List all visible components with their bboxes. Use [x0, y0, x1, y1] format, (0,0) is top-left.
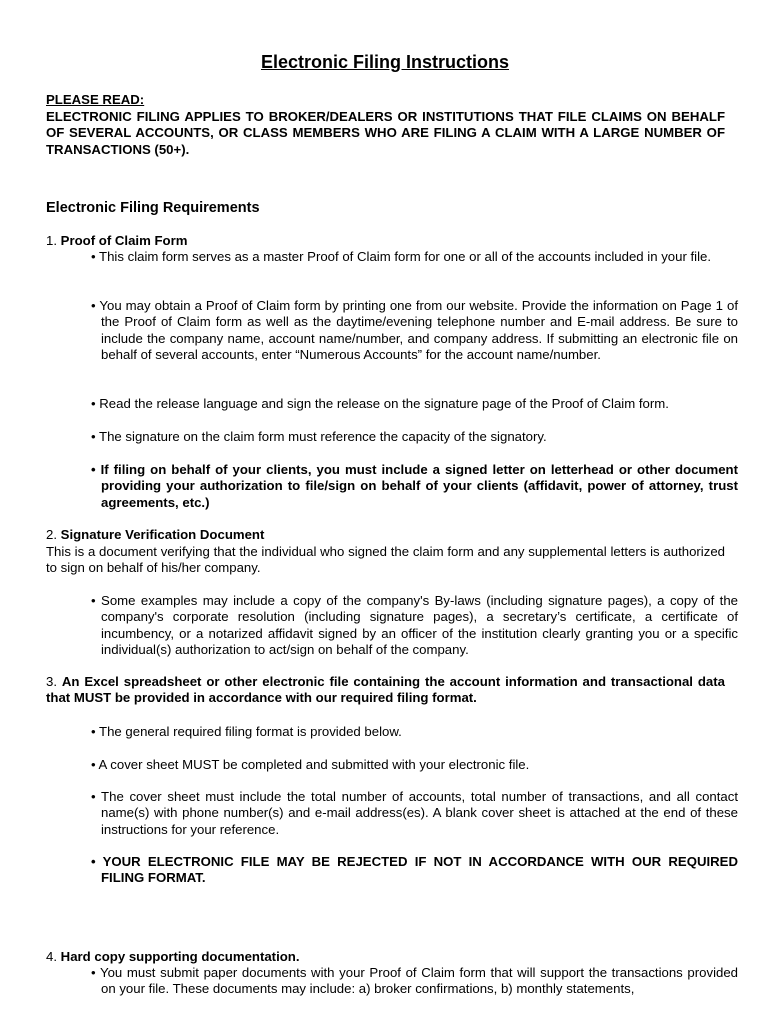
section-1-bullet-3: • Read the release language and sign the release on the signature page of the Proof of Claim form. [91, 396, 669, 411]
section-1-heading: 1. Proof of Claim Form [46, 233, 188, 248]
section-1-bullet-4: • The signature on the claim form must reference the capacity of the signatory. [91, 429, 547, 444]
notice-label: PLEASE READ: [46, 92, 145, 107]
requirements-heading: Electronic Filing Requirements [46, 200, 260, 216]
section-3-bullet-4: • YOUR ELECTRONIC FILE MAY BE REJECTED IF NOT IN ACCORDANCE WITH OUR REQUIRED FILING FORMAT. [91, 854, 738, 886]
page-title: Electronic Filing Instructions [260, 52, 510, 72]
section-2-description: This is a document verifying that the individual who signed the claim form and any supplemental letters is authorized to sign on behalf of his/her company. [46, 544, 725, 576]
section-3-bullet-2: • A cover sheet MUST be completed and submitted with your electronic file. [91, 757, 530, 772]
section-3-bullet-3: • The cover sheet must include the total number of accounts, total number of transactions, and all contact name(s) with phone number(s) and e-mail address(es). A blank cover sheet is attached at the end of these instructions for your reference. [91, 789, 738, 837]
section-4-bullet-1: • You must submit paper documents with your Proof of Claim form that will support the transactions provided on your file. These documents may include: a) broker confirmations, b) monthly statements, [91, 965, 738, 997]
section-3-heading: 3. An Excel spreadsheet or other electronic file containing the account information and transactional data that MUST be provided in accordance with our required filing format. [46, 674, 725, 706]
section-2-heading: 2. Signature Verification Document [46, 527, 265, 542]
section-1-bullet-1: • This claim form serves as a master Proof of Claim form for one or all of the accounts included in your file. [91, 249, 712, 264]
section-4-heading: 4. Hard copy supporting documentation. [46, 949, 300, 964]
section-3-bullet-1: • The general required filing format is provided below. [91, 724, 402, 739]
section-1-bullet-2: • You may obtain a Proof of Claim form by printing one from our website. Provide the information on Page 1 of the Proof of Claim form as well as the daytime/evening telephone number and E-mail address. Be sure to include the company name, account name/number, and company address. If submitting an electronic file on behalf of several accounts, enter “Numerous Accounts” for the account name/number. [91, 298, 738, 362]
notice-text: ELECTRONIC FILING APPLIES TO BROKER/DEALERS OR INSTITUTIONS THAT FILE CLAIMS ON BEHALF OF SEVERAL ACCOUNTS, OR CLASS MEMBERS WHO ARE FILING A CLAIM WITH A LARGE NUMBER OF TRANSACTIONS (50+). [46, 109, 725, 157]
section-2-bullet-1: • Some examples may include a copy of the company's By-laws (including signature pages), a copy of the company's corporate resolution (including signature pages), a secretary’s certificate, a certificate of incumbency, or a notarized affidavit signed by an officer of the institution clearly granting you or a specific individual(s) authorization to act/sign on behalf of the company. [91, 593, 738, 657]
section-1-bullet-5: • If filing on behalf of your clients, you must include a signed letter on letterhead or other document providing your authorization to file/sign on behalf of your clients (affidavit, power of attorney, trust agreements, etc.) [91, 462, 738, 510]
